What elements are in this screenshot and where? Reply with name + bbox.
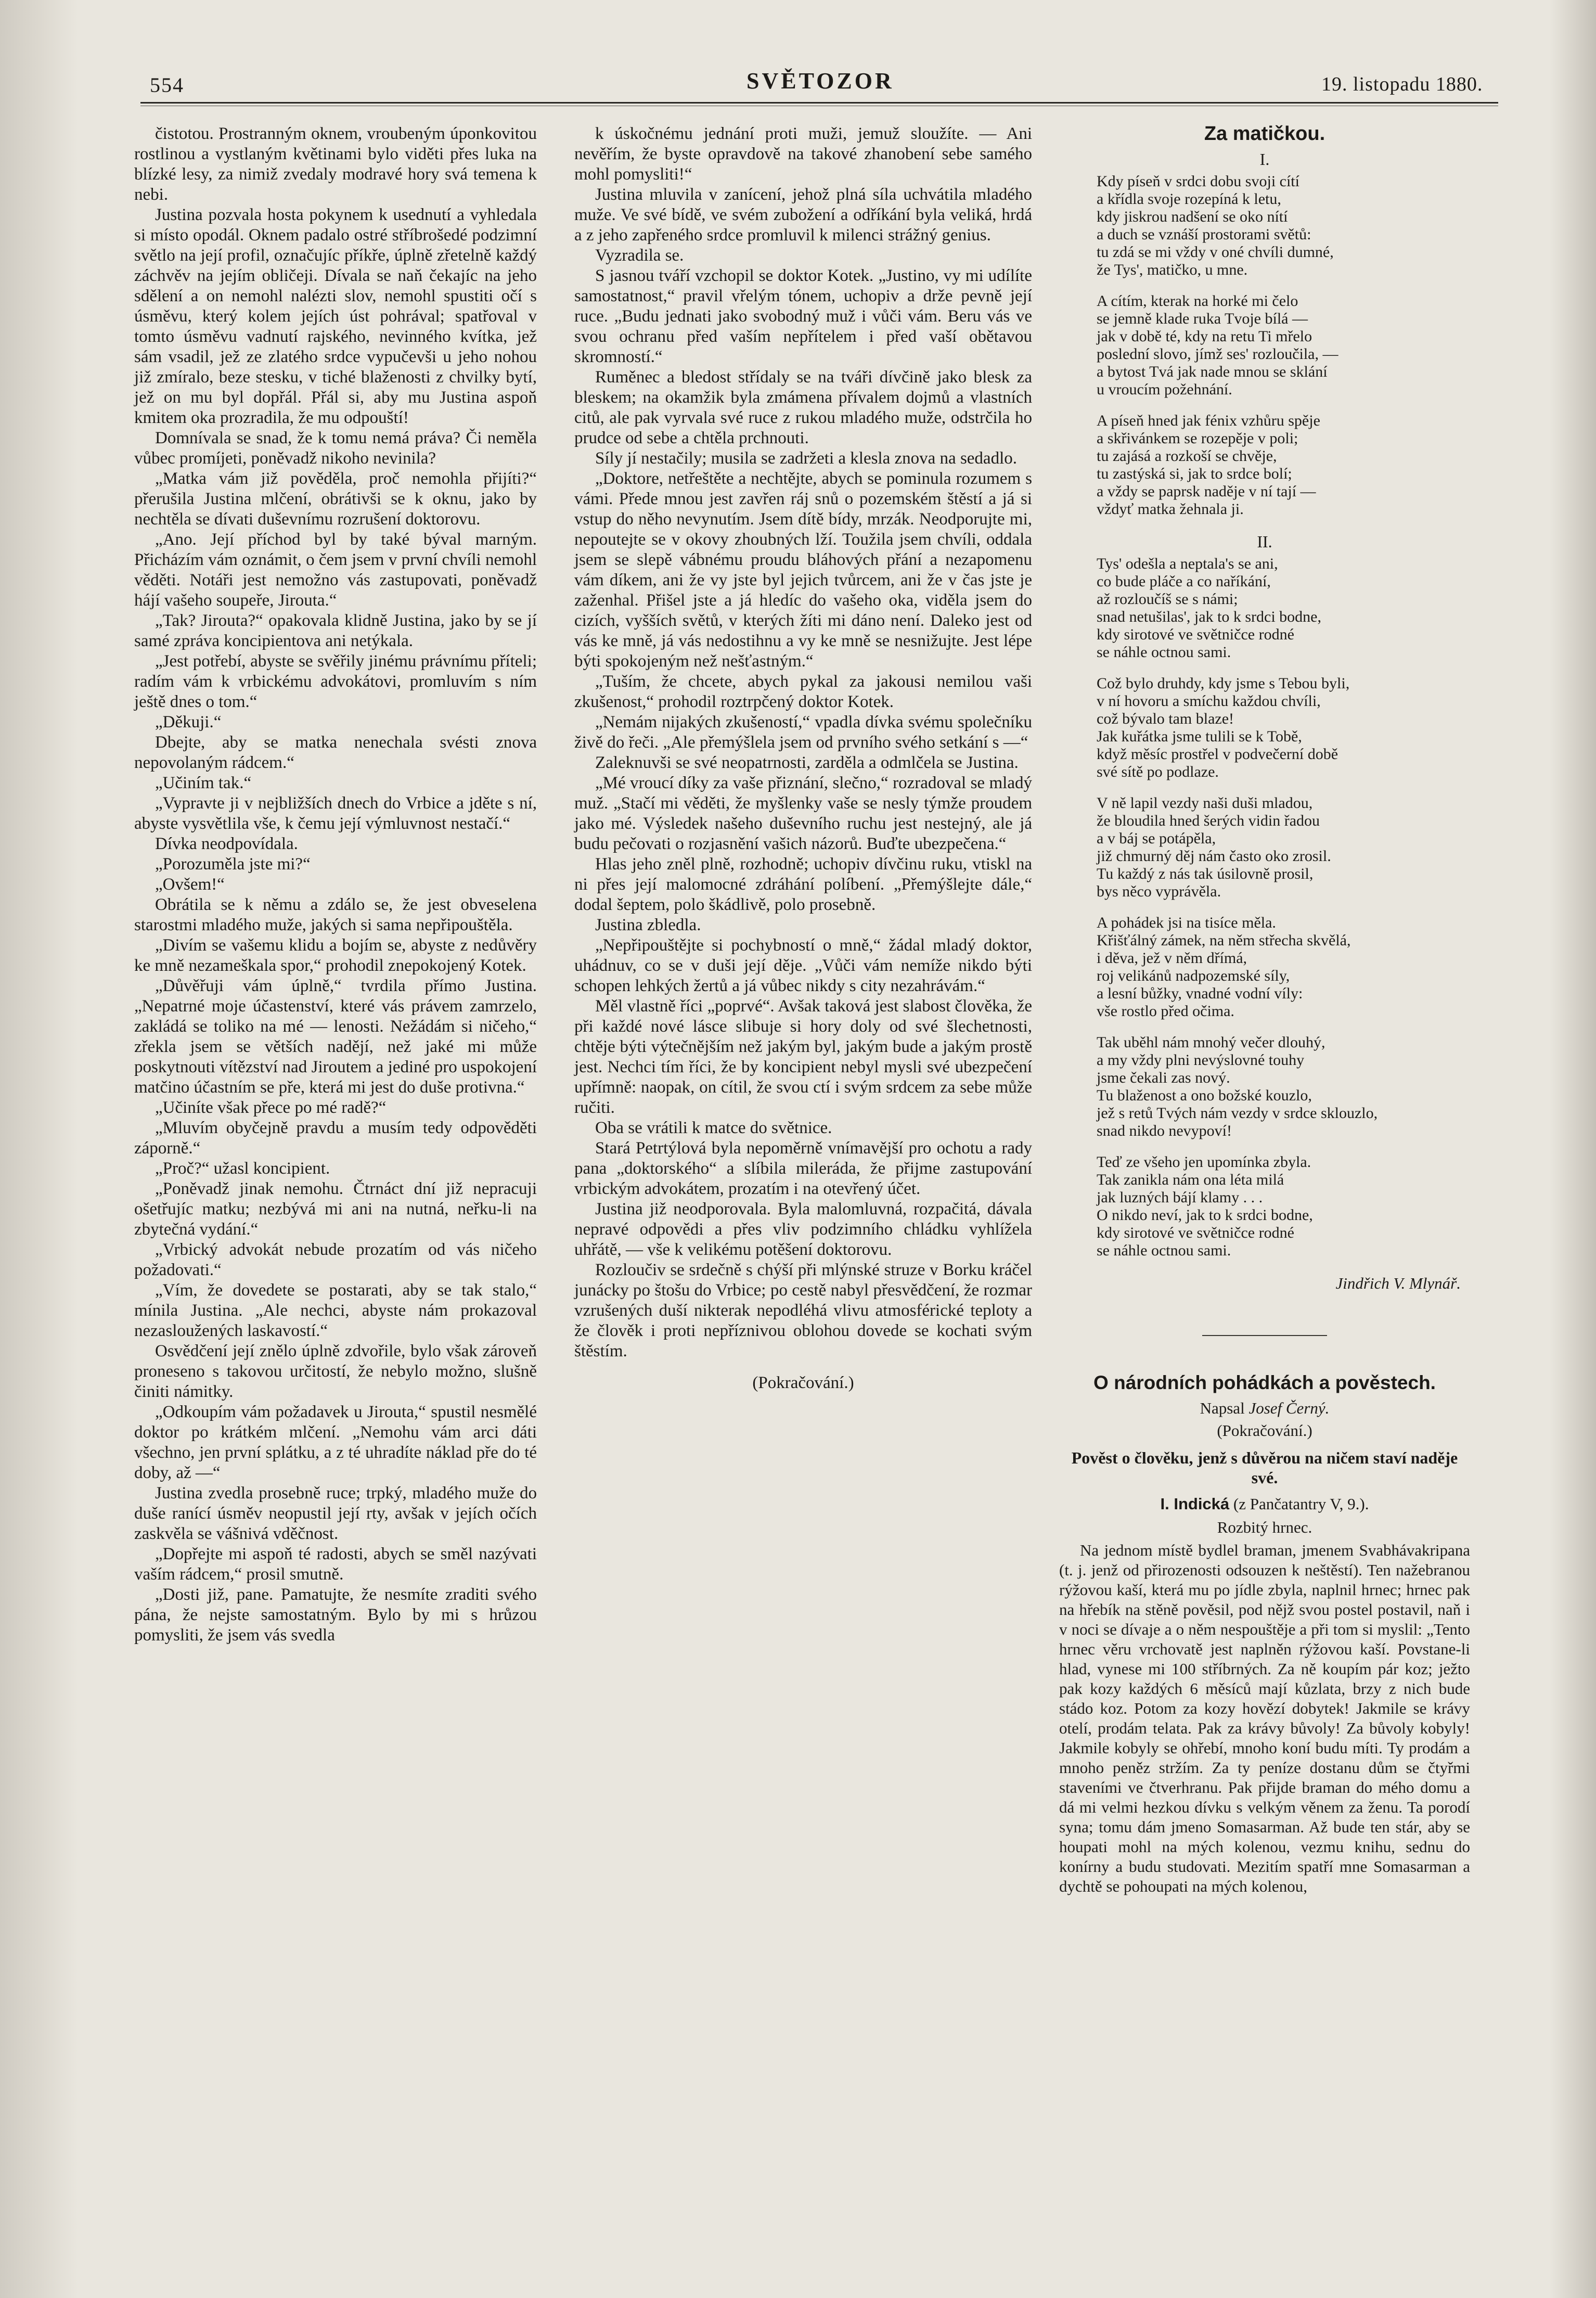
paragraph: „Jest potřebí, abyste se svěřily jinému právnímu příteli; radím vám k vrbickému advokátovi, promluvím s ním ještě dnes o tom.“ bbox=[134, 652, 537, 711]
continued-note: (Pokračování.) bbox=[752, 1373, 854, 1392]
paragraph: Justina zvedla prosebně ruce; trpký, mladého muže do duše ranící úsměv neopustil její rty, avšak v jejích očích zaskvěla se vášnivá vděčnost. bbox=[134, 1484, 537, 1543]
poem-line: že Tys', matičko, u mne. bbox=[1097, 261, 1248, 278]
paragraph: „Důvěřuji vám úplně,“ tvrdila přímo Justina. „Nepatrné moje účastenství, které vás právem zamrzelo, zakládá se toliko na mé — lenosti. Nežádám si ničeho,“ zřekla jsem se větších nadějí, než jaké mi může poskytnouti vítězství nad Jiroutem a jediné pro uspokojení matčino účastním se pře, která mi jest do duše protivna.“ bbox=[134, 977, 537, 1097]
paragraph: k úskočnému jednání proti muži, jemuž sloužíte. — Ani nevěřím, že byste opravdově na takové zhanobení sebe samého mohl pomysliti!“ bbox=[574, 124, 1032, 184]
right-column bbox=[1059, 124, 1470, 1896]
poem-line: jsme čekali zas nový. bbox=[1097, 1069, 1230, 1086]
paragraph: „Divím se vašemu klidu a bojím se, abyste z nedůvěry ke mně nezameškala spor,“ prohodil znepokojený Kotek. bbox=[134, 936, 537, 975]
paragraph: „Nemám nijakých zkušeností,“ vpadla dívka svému společníku živě do řeči. „Ale přemýšlela jsem od prvního svého setkání s —“ bbox=[574, 713, 1032, 752]
poem-line: kdy sirotové ve světničce rodné bbox=[1097, 1224, 1294, 1241]
section-divider bbox=[1202, 1335, 1327, 1336]
article-subhead: Pověst o člověku, jenž s důvěrou na ničem staví naděje své. bbox=[1071, 1448, 1458, 1487]
paragraph: „Mluvím obyčejně pravdu a musím tedy odpověděti záporně.“ bbox=[134, 1119, 537, 1158]
header-rule bbox=[140, 102, 1498, 104]
paragraph: „Ovšem!“ bbox=[155, 875, 225, 894]
poem-line: své sítě po podlaze. bbox=[1097, 763, 1219, 780]
poem-line: tu zajásá a rozkoší se chvěje, bbox=[1097, 447, 1277, 465]
paragraph: Měl vlastně říci „poprvé“. Avšak taková jest slabost člověka, že při každé nové lásce slibuje si hory doly od své šlechetnosti, chtěje býti výtečnějším než jakým byl, jakým bude a jakým prostě jest. Nechci tím říci, že by koncipient nebyl mysli své ubezpečení upřímně: naopak, on cítil, že svou ctí i svým srdcem za sebe může ručiti. bbox=[574, 997, 1032, 1117]
paragraph: „Poněvadž jinak nemohu. Čtrnáct dní již nepracuji ošetřujíc matku; nezbývá mi ani na nutná, neřku-li na zbytečná vydání.“ bbox=[134, 1179, 537, 1239]
byline-prefix: Napsal bbox=[1200, 1399, 1245, 1417]
poem-part-number: I. bbox=[1259, 150, 1270, 169]
story-title: Rozbitý hrnec. bbox=[1217, 1518, 1312, 1536]
paragraph: „Dosti již, pane. Pamatujte, že nesmíte zraditi svého pána, že nejste samostatným. Bylo by mi s hrůzou pomysliti, že jsem vás svedla bbox=[134, 1585, 537, 1645]
poem-part-number: II. bbox=[1257, 532, 1272, 551]
paragraph: Ruměnec a bledost střídaly se na tváři dívčině jako blesk za bleskem; na okamžik byla zmámena přívalem dojmů a vlastních citů, ale pak vyrvala své ruce z rukou mladého muže, odstrčila ho prudce od sebe a chtěla prchnouti. bbox=[574, 368, 1032, 447]
paragraph: „Doktore, netřeštěte a nechtějte, abych se pominula rozumem s vámi. Přede mnou jest zavřen ráj snů o pozemském štěstí a já si vstup do něho nevynutím. Jsem dítě bídy, mrzák. Neodporujte mi, nepoutejte se v okovy zhoubných lží. Toužila jsem chvíli, oddala jsem se slepě vábnému proudu bláhových přání a nezapomenu vám díkem, ani že vy jste byl jejich tvůrcem, ani že v čas jste je zaženhal. Přišel jste a já hledíc do vašeho oka, viděla jsem do cizích, vyšších světů, v kterých žíti mi dáno není. Daleko jest od vás ke mně, já vás nedostihnu a vy ke mně se nesnižujte. Jest lépe býti spokojeným než nešťastným.“ bbox=[574, 469, 1032, 671]
poem-stanza bbox=[1097, 555, 1470, 661]
section-source: (z Pančatantry V, 9.). bbox=[1233, 1495, 1369, 1513]
poem-stanza bbox=[1097, 292, 1470, 399]
poem-line: se náhle octnou sami. bbox=[1097, 644, 1231, 661]
poem-line: roj velikánů nadpozemské síly, bbox=[1097, 967, 1290, 984]
paragraph: Hlas jeho zněl plně, rozhodně; uchopiv dívčinu ruku, vtiskl na ni přes její malomocné zdráhání políbení. „Přemýšlejte dále,“ dodal šeptem, polo škádlivě, polo prosebně. bbox=[574, 855, 1032, 914]
poem-line: A cítím, kterak na horké mi čelo bbox=[1097, 292, 1298, 310]
poem-line: a bytost Tvá jak nade mnou se sklání bbox=[1097, 363, 1328, 380]
middle-column bbox=[574, 124, 1032, 1393]
section-heading bbox=[1059, 1494, 1470, 1514]
page-edge-shadow bbox=[1549, 0, 1596, 2298]
poem-line: a vždy se paprsk naděje v ní tají — bbox=[1097, 483, 1316, 500]
paragraph: „Nepřipouštějte si pochybností o mně,“ žádal mladý doktor, uhádnuv, co se v duši její děje. „Vůči vám nemíže nikdo býti schopen lehkých žertů a já vůbec nikdy s city nezahrávám.“ bbox=[574, 936, 1032, 995]
poem-line: a duch se vznáší prostorami světů: bbox=[1097, 226, 1311, 243]
poem-line: snad nikdo nevypoví! bbox=[1097, 1122, 1232, 1139]
book-binding-shadow bbox=[0, 0, 78, 2298]
paragraph: Domnívala se snad, že k tomu nemá práva? Či neměla vůbec promíjeti, poněvadž nikoho nevinila? bbox=[134, 429, 537, 468]
paragraph: čistotou. Prostranným oknem, vroubeným úponkovitou rostlinou a vystlaným květinami bylo viděti přes luka na blízké lesy, za nimiž zvedaly modravé hory svá temena k nebi. bbox=[134, 124, 537, 204]
poem-stanza bbox=[1097, 1153, 1470, 1260]
paragraph: Zaleknuvši se své neopatrnosti, zarděla a odmlčela se Justina. bbox=[595, 753, 1019, 772]
poem-line: kdy jiskrou nadšení se oko nítí bbox=[1097, 208, 1288, 225]
poem-line: jak v době té, kdy na retu Ti mřelo bbox=[1097, 328, 1312, 345]
paragraph: Dívka neodpovídala. bbox=[155, 835, 298, 853]
poem-line: co bude pláče a co naříkání, bbox=[1097, 573, 1271, 590]
poem-line: a křídla svoje rozepíná k letu, bbox=[1097, 190, 1281, 208]
paragraph: „Učiníte však přece po mé radě?“ bbox=[155, 1098, 387, 1117]
poem-stanza bbox=[1097, 1034, 1470, 1140]
paragraph: „Porozuměla jste mi?“ bbox=[155, 855, 311, 874]
paragraph: Justina pozvala hosta pokynem k usednutí a vyhledala si místo opodál. Oknem padalo ostré stříbrošedé podzimní světlo na její profil, označujíc příkře, úplně zřetelně každý záchvěv na jejím obličeji. Dívala se naň čekajíc na jeho sdělení a on nemohl nalézti slov, nemohl spustiti očí s úsměvu, který kolem jejích úst pohrával; spatřoval v tomto úsměvu vadnutí rajského, nevinného kvítka, jež sám vsadil, jež ze zlatého srdce vypučevši u jeho nohou již zmíralo, beze stesku, v tiché blaženosti z chvilky bytí, jež on mu byl dopřál. Přál si, aby mu Justina aspoň kmitem oka prozradila, že mu odpouští! bbox=[134, 206, 537, 427]
poem-line: jež s retů Tvých nám vezdy v srdce sklouzlo, bbox=[1097, 1105, 1378, 1122]
poem-line: a lesní bůžky, vnadné vodní víly: bbox=[1097, 985, 1303, 1002]
poem-line: jak luzných bájí klamy . . . bbox=[1097, 1189, 1263, 1206]
poem-line: bys něco vyprávěla. bbox=[1097, 883, 1221, 900]
paragraph: Osvědčení její znělo úplně zdvořile, bylo však zároveň proneseno s takovou určitostí, že nebylo možno, slušně činiti námitky. bbox=[134, 1342, 537, 1401]
poem-line: Tys' odešla a neptala's se ani, bbox=[1097, 555, 1278, 572]
poem-line: V ně lapil vezdy naši duši mladou, bbox=[1097, 794, 1313, 812]
poem-line: Křišťálný zámek, na něm střecha skvělá, bbox=[1097, 932, 1351, 949]
poem-stanza bbox=[1097, 794, 1470, 901]
left-column bbox=[134, 124, 537, 1646]
poem-line: Teď ze všeho jen upomínka zbyla. bbox=[1097, 1153, 1311, 1171]
paragraph: Justina již neodporovala. Byla malomluvná, rozpačitá, dávala nepravé odpovědi a přes vliv podzimního chládku vyhlížela uhřátě, — vše k velikému potěšení doktorovu. bbox=[574, 1200, 1032, 1259]
page-number: 554 bbox=[150, 73, 184, 97]
article-author: Josef Černý. bbox=[1249, 1399, 1330, 1417]
continued-note: (Pokračování.) bbox=[1217, 1421, 1312, 1440]
poem-line: Tak uběhl nám mnohý večer dlouhý, bbox=[1097, 1034, 1325, 1051]
poem-line: tu zdá se mi vždy v oné chvíli dumné, bbox=[1097, 243, 1334, 261]
paragraph: „Dopřejte mi aspoň té radosti, abych se směl nazývati vaším rádcem,“ prosil smutně. bbox=[134, 1545, 537, 1584]
issue-date: 19. listopadu 1880. bbox=[1321, 73, 1483, 95]
paragraph: Justina zbledla. bbox=[595, 916, 701, 934]
article-title: O národních pohádkách a pověstech. bbox=[1093, 1372, 1436, 1393]
paragraph: Na jednom místě bydlel braman, jmenem Svabhávakripana (t. j. jenž od přirozenosti odsouzen k neštěstí). Ten nažebranou rýžovou kaší, která mu po jídle zbyla, naplnil hrnec; hrnec pak na hřebík na stěně pověsil, pod nějž svou postel postavil, naň i v noci se dívaje a o něm nespouštěje a při tom si myslil: „Tento hrnec věru vrchovatě jest naplněn rýžovou kaší. Povstane-li hlad, vynese mi 100 stříbrných. Za ně koupím pár koz; ježto pak kozy každých 6 měsíců mají kůzlata, brzy z nich bude stádo koz. Potom za kozy hovězí dobytek! Jakmile se krávy otelí, prodám telata. Pak za krávy bůvoly! Za bůvoly kobyly! Jakmile kobyly se ohřebí, mnoho koní budu míti. Ty prodám a mnoho peněz stržím. Za ty peníze dostanu dům se čtyřmi staveními ve čtverhranu. Pak přijde braman do mého domu a dá mi velmi hezkou dívku s velkým věnem za ženu. Ta porodí syna; tomu dám jmeno Somasarman. Až bude ten stár, aby se houpati mohl na mých kolenou, vezmu knihu, sednu do konírny a budu studovati. Mezitím spatří mne Somasarman a dychtě se pohoupati na mých kolenou, bbox=[1059, 1541, 1470, 1895]
poem-line: tu zastýská si, jak to srdce bolí; bbox=[1097, 465, 1292, 482]
poem-title: Za matičkou. bbox=[1204, 123, 1325, 145]
poem-line: i děva, jež v něm dřímá, bbox=[1097, 949, 1247, 967]
paragraph: „Matka vám již pověděla, proč nemohla přijíti?“ přerušila Justina mlčení, obrátivši se k oknu, jako by nechtěla se dívati duševnímu rozrušení doktorovu. bbox=[134, 469, 537, 529]
paragraph: S jasnou tváří vzchopil se doktor Kotek. „Justino, vy mi udílíte samostatnost,“ pravil vřelým tónem, uchopiv a drže pevně její ruce. „Budu jednati jako svobodný muž i vůči vám. Beru vás ve svou ochranu před vaším nepřítelem i před vaší obětavou skromností.“ bbox=[574, 266, 1032, 366]
paragraph: „Ano. Její příchod byl by také býval marným. Přicházím vám oznámit, o čem jsem v první chvíli nemohl věděti. Notáři jest nemožno vás zastupovati, poněvadž hájí vašeho soupeře, Jirouta.“ bbox=[134, 530, 537, 610]
paragraph: Obrátila se k němu a zdálo se, že jest obveselena starostmi mladého muže, jakých si sama nepřipouštěla. bbox=[134, 895, 537, 934]
paragraph: Stará Petrtýlová byla nepoměrně vnímavější pro ochotu a rady pana „doktorského“ a slíbila mileráda, že přijme zastupování vrbickým advokátem, prozatím i na otevřený účet. bbox=[574, 1139, 1032, 1198]
poem-line: a v báj se potápěla, bbox=[1097, 830, 1216, 847]
paragraph: Rozloučiv se srdečně s chýší při mlýnské struze v Borku kráčel junácky po štošu do Vrbice; po cestě nabyl přesvědčení, že rozmar vzrušených duší nikterak nepodléhá vlivu atmosférické teploty a že člověk i proti nepříznivou oblohou dovede se kochati svým štěstím. bbox=[574, 1261, 1032, 1360]
poem-line: již chmurný děj nám často oko zrosil. bbox=[1097, 848, 1331, 865]
poem-line: kdy sirotové ve světničce rodné bbox=[1097, 626, 1294, 643]
poem-line: u vroucím požehnání. bbox=[1097, 381, 1232, 398]
paragraph: „Tak? Jirouta?“ opakovala klidně Justina, jako by se jí samé zpráva koncipientova ani netýkala. bbox=[134, 611, 537, 650]
poem-line: vždyť matka žehnala ji. bbox=[1097, 500, 1244, 518]
story-body bbox=[1059, 1540, 1470, 1896]
poem-line: a skřivánkem se rozepěje v poli; bbox=[1097, 430, 1298, 447]
poem-stanza bbox=[1097, 412, 1470, 518]
paragraph: „Odkoupím vám požadavek u Jirouta,“ spustil nesmělé doktor po krátkém mlčení. „Nemohu vám arci dáti všechno, jen první splátku, a z té uhradíte náklad pře do té doby, až —“ bbox=[134, 1403, 537, 1482]
paragraph: Síly jí nestačily; musila se zadržeti a klesla znova na sedadlo. bbox=[595, 449, 1017, 468]
paragraph: „Učiním tak.“ bbox=[155, 774, 252, 792]
paragraph: „Vypravte ji v nejbližších dnech do Vrbice a jděte s ní, abyste vysvětlila vše, k čemu její výmluvnost nestačí.“ bbox=[134, 794, 537, 833]
poem-line: poslední slovo, jímž ses' rozloučila, — bbox=[1097, 345, 1338, 363]
poem-stanza bbox=[1097, 914, 1470, 1020]
poem-line: snad netušilas', jak to k srdci bodne, bbox=[1097, 608, 1321, 625]
poem-line: Což bylo druhdy, kdy jsme s Tebou byli, bbox=[1097, 675, 1350, 692]
poem-stanza bbox=[1097, 173, 1470, 279]
paragraph: Oba se vrátili k matce do světnice. bbox=[595, 1119, 832, 1137]
poem-line: což bývalo tam blaze! bbox=[1097, 710, 1234, 727]
poem-line: A pohádek jsi na tisíce měla. bbox=[1097, 914, 1276, 931]
poem-line: Kdy píseň v srdci dobu svoji cítí bbox=[1097, 173, 1299, 190]
poem-line: se jemně klade ruka Tvoje bílá — bbox=[1097, 310, 1308, 327]
poem-line: se náhle octnou sami. bbox=[1097, 1242, 1231, 1259]
poem-line: A píseň hned jak fénix vzhůru spěje bbox=[1097, 412, 1320, 429]
paragraph: Vyzradila se. bbox=[595, 246, 684, 265]
paragraph: Justina mluvila v zanícení, jehož plná síla uchvátila mladého muže. Ve své bídě, ve svém zubožení a odříkání byla veliká, hrdá a z jeho zapřeného srdce promluvil k milenci strážný genius. bbox=[574, 185, 1032, 245]
paragraph: „Děkuji.“ bbox=[155, 713, 222, 731]
section-label: I. Indická bbox=[1160, 1495, 1230, 1513]
paragraph: Dbejte, aby se matka nenechala svésti znova nepovolaným rádcem.“ bbox=[134, 733, 537, 772]
poem-line: až rozloučíš se s námi; bbox=[1097, 590, 1238, 608]
paragraph: „Vím, že dovedete se postarati, aby se tak stalo,“ mínila Justina. „Ale nechci, abyste nám prokazoval nezasloužených laskavostí.“ bbox=[134, 1281, 537, 1340]
poem-line: že bloudila hned šerých vidin řadou bbox=[1097, 812, 1320, 829]
poem-line: Tak zanikla nám ona léta milá bbox=[1097, 1171, 1284, 1188]
poem-line: O nikdo neví, jak to k srdci bodne, bbox=[1097, 1206, 1313, 1224]
poem-author: Jindřich V. Mlynář. bbox=[1335, 1274, 1461, 1292]
poem-stanza bbox=[1097, 675, 1470, 781]
paragraph: „Vrbický advokát nebude prozatím od vás ničeho požadovati.“ bbox=[134, 1240, 537, 1279]
paragraph: „Proč?“ užasl koncipient. bbox=[155, 1159, 330, 1178]
running-title: SVĚTOZOR bbox=[746, 68, 894, 94]
poem-line: když měsíc prostřel v podvečerní době bbox=[1097, 746, 1338, 763]
paragraph: „Tuším, že chcete, abych pykal za jakousi nemilou vaši zkušenost,“ prohodil roztrpčený doktor Kotek. bbox=[574, 672, 1032, 711]
poem-line: vše rostlo před očima. bbox=[1097, 1003, 1234, 1020]
poem-line: v ní hovoru a smíchu každou chvíli, bbox=[1097, 692, 1321, 710]
paragraph: „Mé vroucí díky za vaše přiznání, slečno,“ rozradoval se mladý muž. „Stačí mi věděti, že myšlenky vaše se nesly týmže proudem jako mé. Výsledek našeho duševního ruchu jest nestejný, ale já budu pečovati o rozjasnění vašich názorů. Buďte ubezpečena.“ bbox=[574, 774, 1032, 853]
poem-line: Jak kuřátka jsme tulili se k Tobě, bbox=[1097, 728, 1302, 745]
poem-line: a my vždy plni nevýslovné touhy bbox=[1097, 1051, 1305, 1069]
poem-line: Tu každý z nás tak úsilovně prosil, bbox=[1097, 865, 1314, 882]
poem-line: Tu blaženost a ono božské kouzlo, bbox=[1097, 1087, 1312, 1104]
article-byline bbox=[1059, 1398, 1470, 1418]
